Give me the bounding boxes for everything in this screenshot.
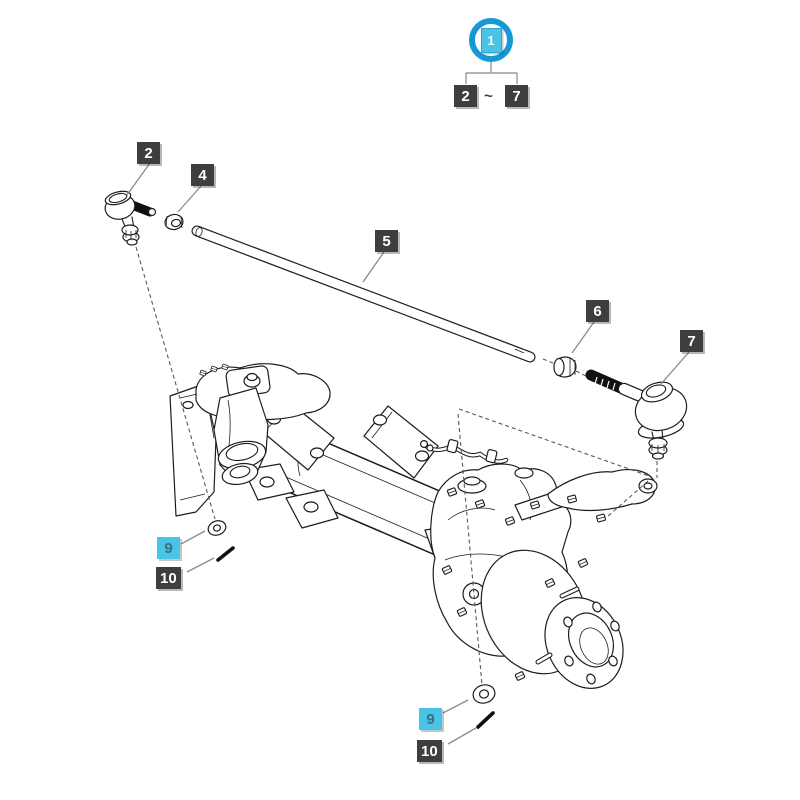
part-label-9-left[interactable]: 9: [157, 537, 180, 559]
left-washer-drawing: [206, 518, 228, 537]
part-label-2[interactable]: 2: [137, 142, 160, 164]
part-label-range-end[interactable]: 7: [505, 85, 528, 107]
callout-bracket: [466, 59, 517, 84]
bottom-washer-drawing: [471, 682, 497, 705]
right-tie-rod-end-drawing: [591, 375, 692, 459]
left-pin-drawing: [218, 548, 233, 560]
selected-group-number: 1: [481, 28, 502, 53]
bottom-pin-drawing: [478, 713, 493, 727]
part-label-range-start[interactable]: 2: [454, 85, 477, 107]
part-label-5[interactable]: 5: [375, 230, 398, 252]
tie-rod-tube-drawing: [195, 227, 530, 357]
part-label-7[interactable]: 7: [680, 330, 703, 352]
part-label-10-left[interactable]: 10: [156, 567, 181, 589]
left-tie-rod-end-drawing: [102, 189, 155, 245]
selected-group-badge[interactable]: [469, 18, 513, 62]
right-lock-nut-drawing: [553, 356, 578, 379]
part-label-10-bottom[interactable]: 10: [417, 740, 442, 762]
left-lock-nut-drawing: [164, 213, 184, 231]
part-label-9-bottom[interactable]: 9: [419, 708, 442, 730]
range-separator: ~: [484, 88, 493, 105]
part-label-4[interactable]: 4: [191, 164, 214, 186]
part-label-6[interactable]: 6: [586, 300, 609, 322]
